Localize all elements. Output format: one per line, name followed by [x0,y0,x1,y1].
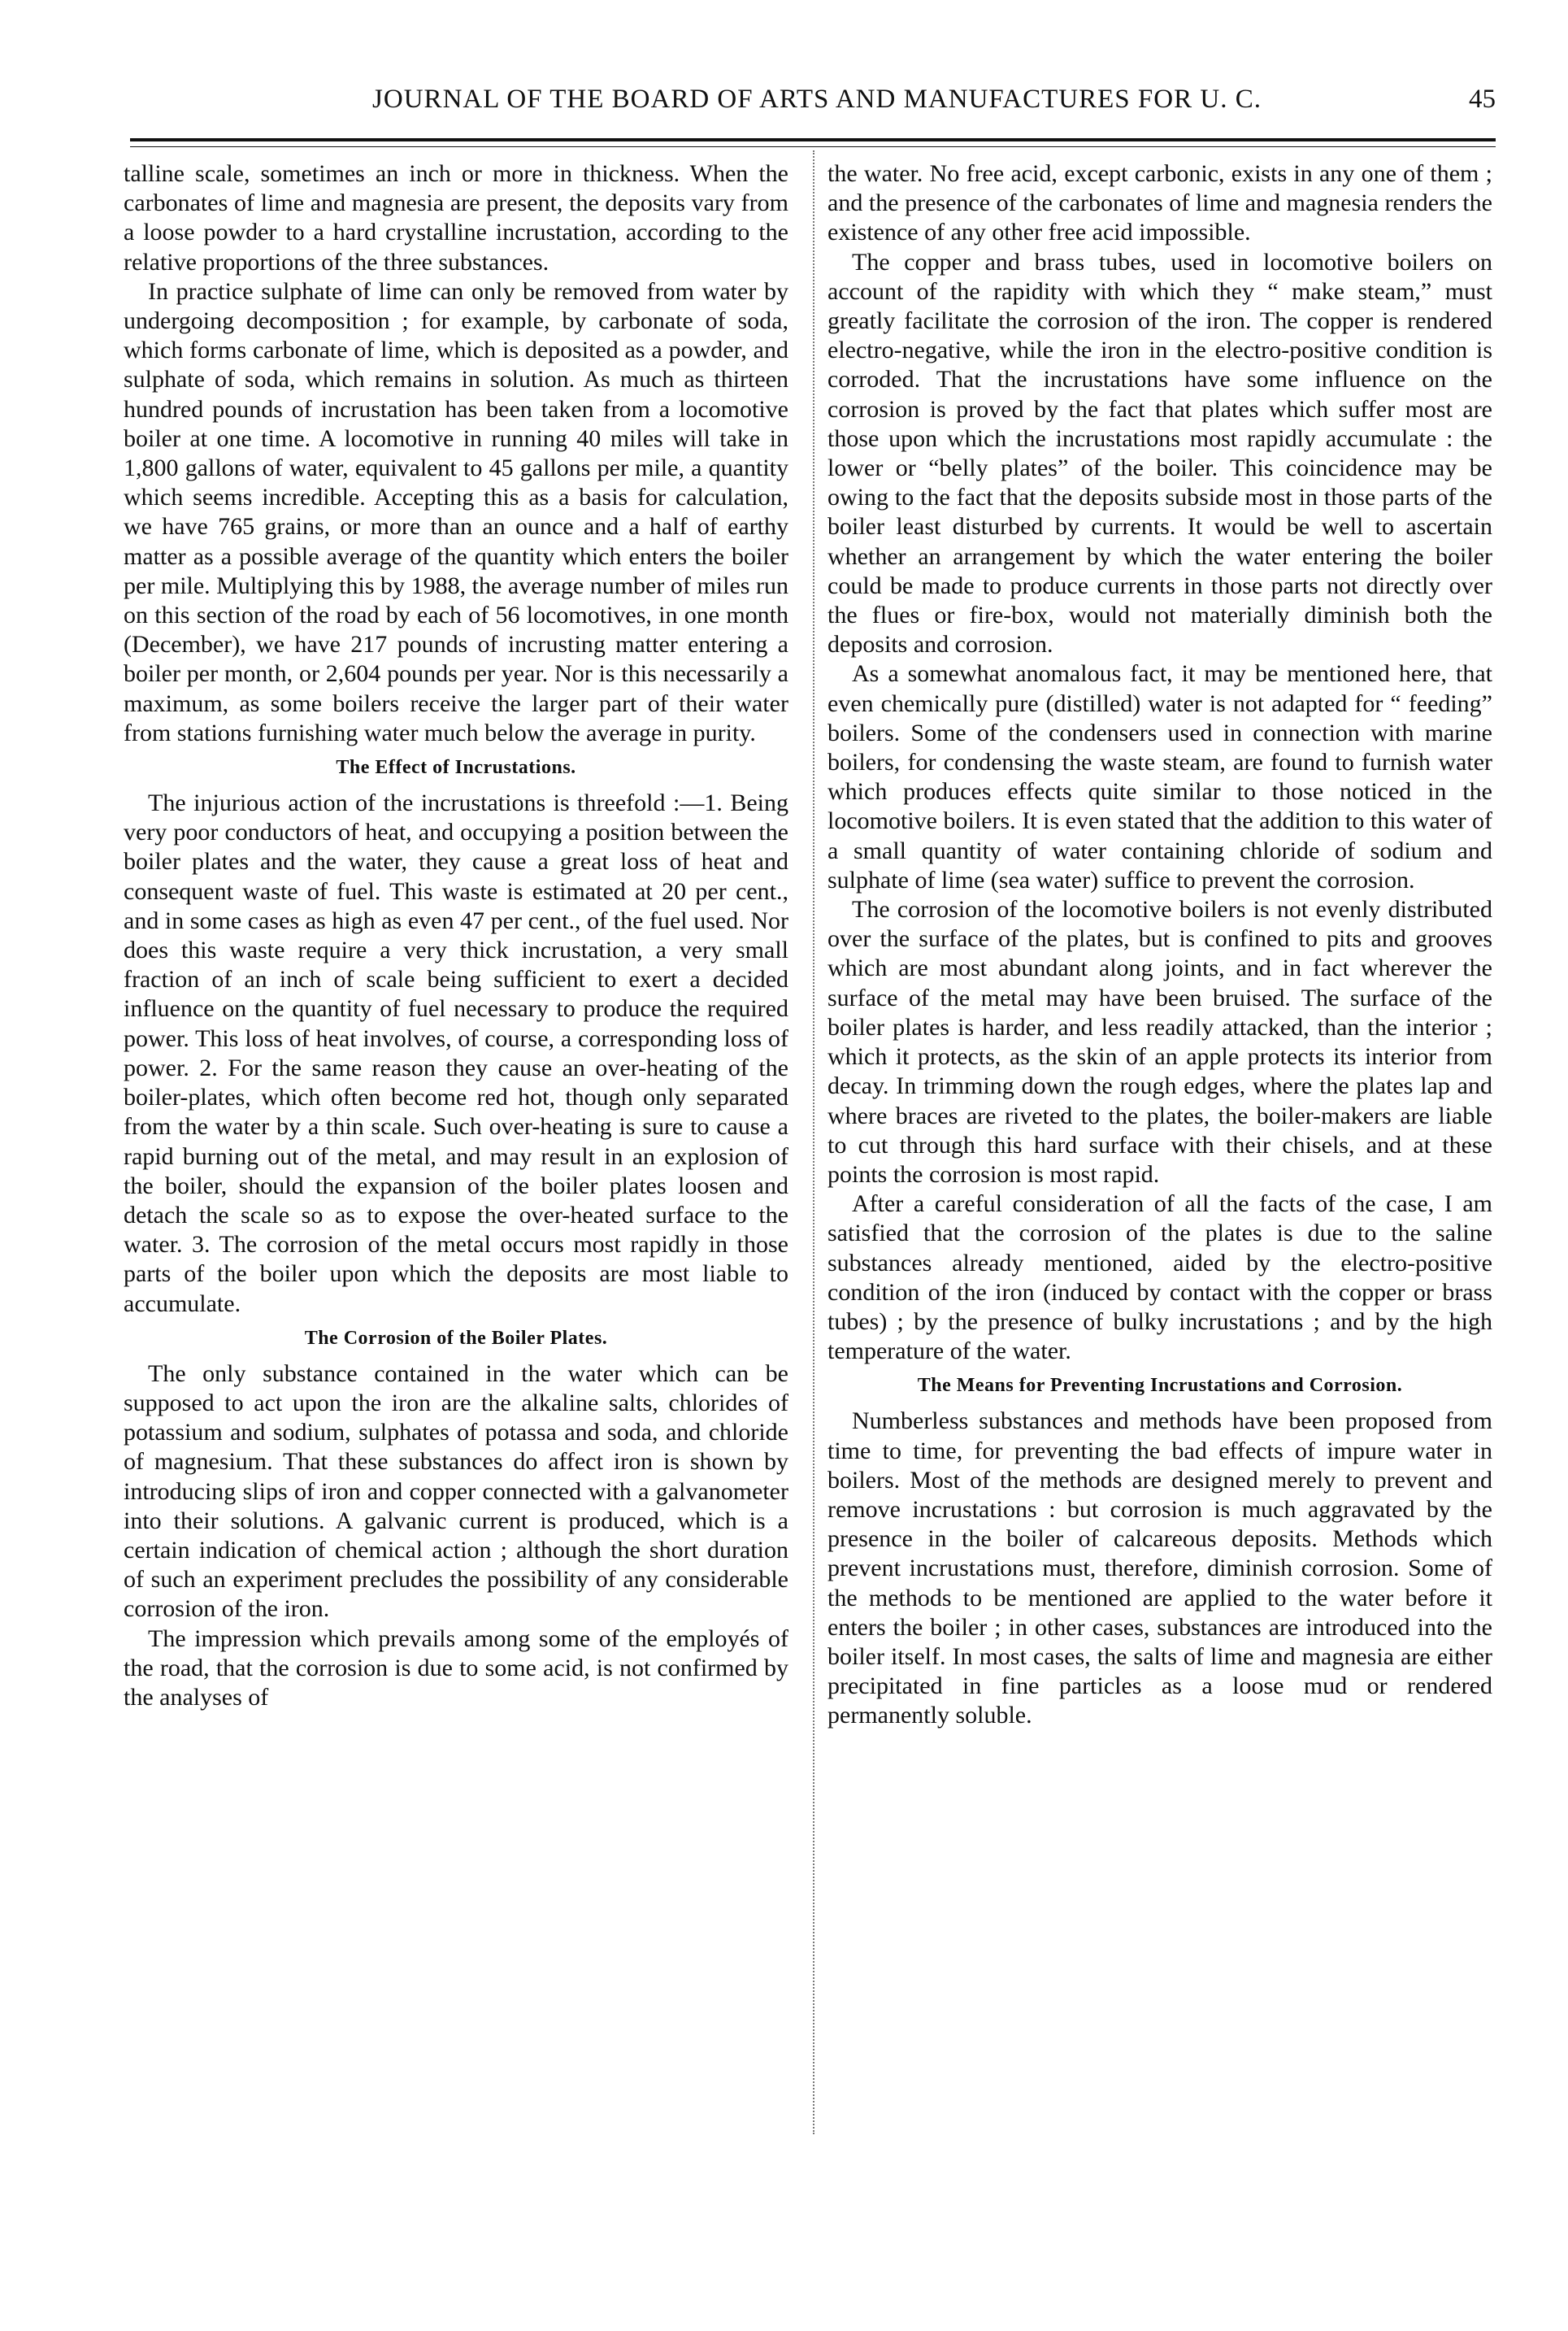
paragraph: The only substance contained in the water which can be supposed to act upon the iron are the alkaline salts, chlorides of potassium and sodium, sulphates of potassa and soda, and chloride of magnesium. That these substances do affect iron is shown by introducing slips of iron and copper connected with a galvanometer into their solutions. A galvanic current is produced, which is a certain indication of chemical action ; although the short duration of such an experiment precludes the possibility of any considerable corrosion of the iron. [124,1359,788,1623]
paragraph: The injurious action of the incrustations is threefold :—1. Being very poor conductors of heat, and occupying a position between the boiler plates and the water, they cause a great loss of heat and consequent waste of fuel. This waste is estimated at 20 per cent., and in some cases as high as even 47 per cent., of the fuel used. Nor does this waste require a very thick incrustation, a very small fraction of an inch of scale being sufficient to exert a decided influence on the quantity of fuel necessary to produce the required power. This loss of heat involves, of course, a corresponding loss of power. 2. For the same reason they cause an over-heating of the boiler-plates, which often become red hot, though only separated from the water by a thin scale. Such over-heating is sure to cause a rapid burning out of the metal, and may result in an explosion of the boiler, should the expansion of the boiler plates loosen and detach the scale so as to expose the over-heated surface to the water. 3. The corrosion of the metal occurs most rapidly in those parts of the boiler upon which the deposits are most liable to accumulate. [124,789,788,1317]
running-title: JOURNAL OF THE BOARD OF ARTS AND MANUFACTURES FOR U. C. [372,85,1262,114]
column-divider [813,150,814,2134]
running-head [130,85,1496,133]
right-column [827,159,1492,1731]
paragraph: The copper and brass tubes, used in locomotive boilers on account of the rapidity with which they “ make steam,” must greatly facilitate the corrosion of the iron. The copper is rendered electro-negative, while the iron in the electro-positive condition is corroded. That the incrustations have some influence on the corrosion is proved by the fact that plates which suffer most are those upon which the incrustations most rapidly accumulate : the lower or “belly plates” of the boiler. This coincidence may be owing to the fact that the deposits subside most in those parts of the boiler least disturbed by currents. It would be well to ascertain whether an arrangement by which the water entering the boiler could be made to produce currents in those parts not directly over the flues or fire-box, would not materially diminish both the deposits and corrosion. [827,248,1492,659]
paragraph: Numberless substances and methods have been proposed from time to time, for preventing the bad effects of impure water in boilers. Most of the methods are designed merely to prevent and remove incrustations : but corrosion is much aggravated by the presence in the boiler of calcareous deposits. Methods which prevent incrustations must, therefore, diminish corrosion. Some of the methods to be mentioned are applied to the water before it enters the boiler ; in other cases, substances are introduced into the boiler itself. In most cases, the salts of lime and magnesia are either precipitated in fine particles as a loose mud or rendered permanently soluble. [827,1407,1492,1729]
paragraph: After a careful consideration of all the facts of the case, I am satisfied that the corrosion of the plates is due to the saline substances already mentioned, aided by the electro-positive condition of the iron (induced by contact with the copper or brass tubes) ; by the presence of bulky incrustations ; and by the high temperature of the water. [827,1190,1492,1365]
section-heading: The Means for Preventing Incrustations and Corrosion. [917,1375,1403,1397]
paragraph: In practice sulphate of lime can only be removed from water by undergoing decomposition ; for example, by carbonate of soda, which forms carbonate of lime, which is deposited as a powder, and sulphate of soda, which remains in solution. As much as thirteen hundred pounds of incrustation has been taken from a locomotive boiler at one time. A locomotive in running 40 miles will take in 1,800 gallons of water, equivalent to 45 gallons per mile, a quantity which seems incredible. Accepting this as a basis for calculation, we have 765 grains, or more than an ounce and a half of earthy matter as a possible average of the quantity which enters the boiler per mile. Multiplying this by 1988, the average number of miles run on this section of the road by each of 56 locomotives, in one month (December), we have 217 pounds of incrusting matter entering a boiler per month, or 2,604 pounds per year. Nor is this necessarily a maximum, as some boilers receive the larger part of their water from stations furnishing water much below the average in purity. [124,277,788,746]
section-heading: The Corrosion of the Boiler Plates. [304,1327,608,1349]
paragraph: As a somewhat anomalous fact, it may be mentioned here, that even chemically pure (distilled) water is not adapted for “ feeding” boilers. Some of the condensers used in connection with marine boilers, for condensing the waste steam, are found to furnish water which produces effects quite similar to those noticed in the locomotive boilers. It is even stated that the addition to this water of a small quantity of water containing chloride of sodium and sulphate of lime (sea water) suffice to prevent the corrosion. [827,660,1492,894]
paragraph: the water. No free acid, except carbonic, exists in any one of them ; and the presence of the carbonates of lime and magnesia renders the existence of any other free acid impossible. [827,160,1492,246]
header-rule [130,138,1496,141]
header-rule-thin [130,146,1496,147]
paragraph: The impression which prevails among some of the employés of the road, that the corrosion is due to some acid, is not confirmed by the analyses of [124,1624,788,1711]
paragraph: The corrosion of the locomotive boilers is not evenly distributed over the surface of the plates, but is confined to pits and grooves which are most abundant along joints, and in fact wherever the surface of the metal may have been bruised. The surface of the boiler plates is harder, and less readily attacked, than the interior ; which it protects, as the skin of an apple protects its interior from decay. In trimming down the rough edges, where the plates lap and where braces are riveted to the plates, the boiler-makers are liable to cut through this hard surface with their chisels, and at these points the corrosion is most rapid. [827,896,1492,1188]
left-column [124,159,788,1712]
paragraph: talline scale, sometimes an inch or more in thickness. When the carbonates of lime and magnesia are present, the deposits vary from a loose powder to a hard crystalline incrustation, according to the relative proportions of the three substances. [124,160,788,276]
page-number: 45 [1469,85,1496,114]
section-heading: The Effect of Incrustations. [336,757,576,779]
